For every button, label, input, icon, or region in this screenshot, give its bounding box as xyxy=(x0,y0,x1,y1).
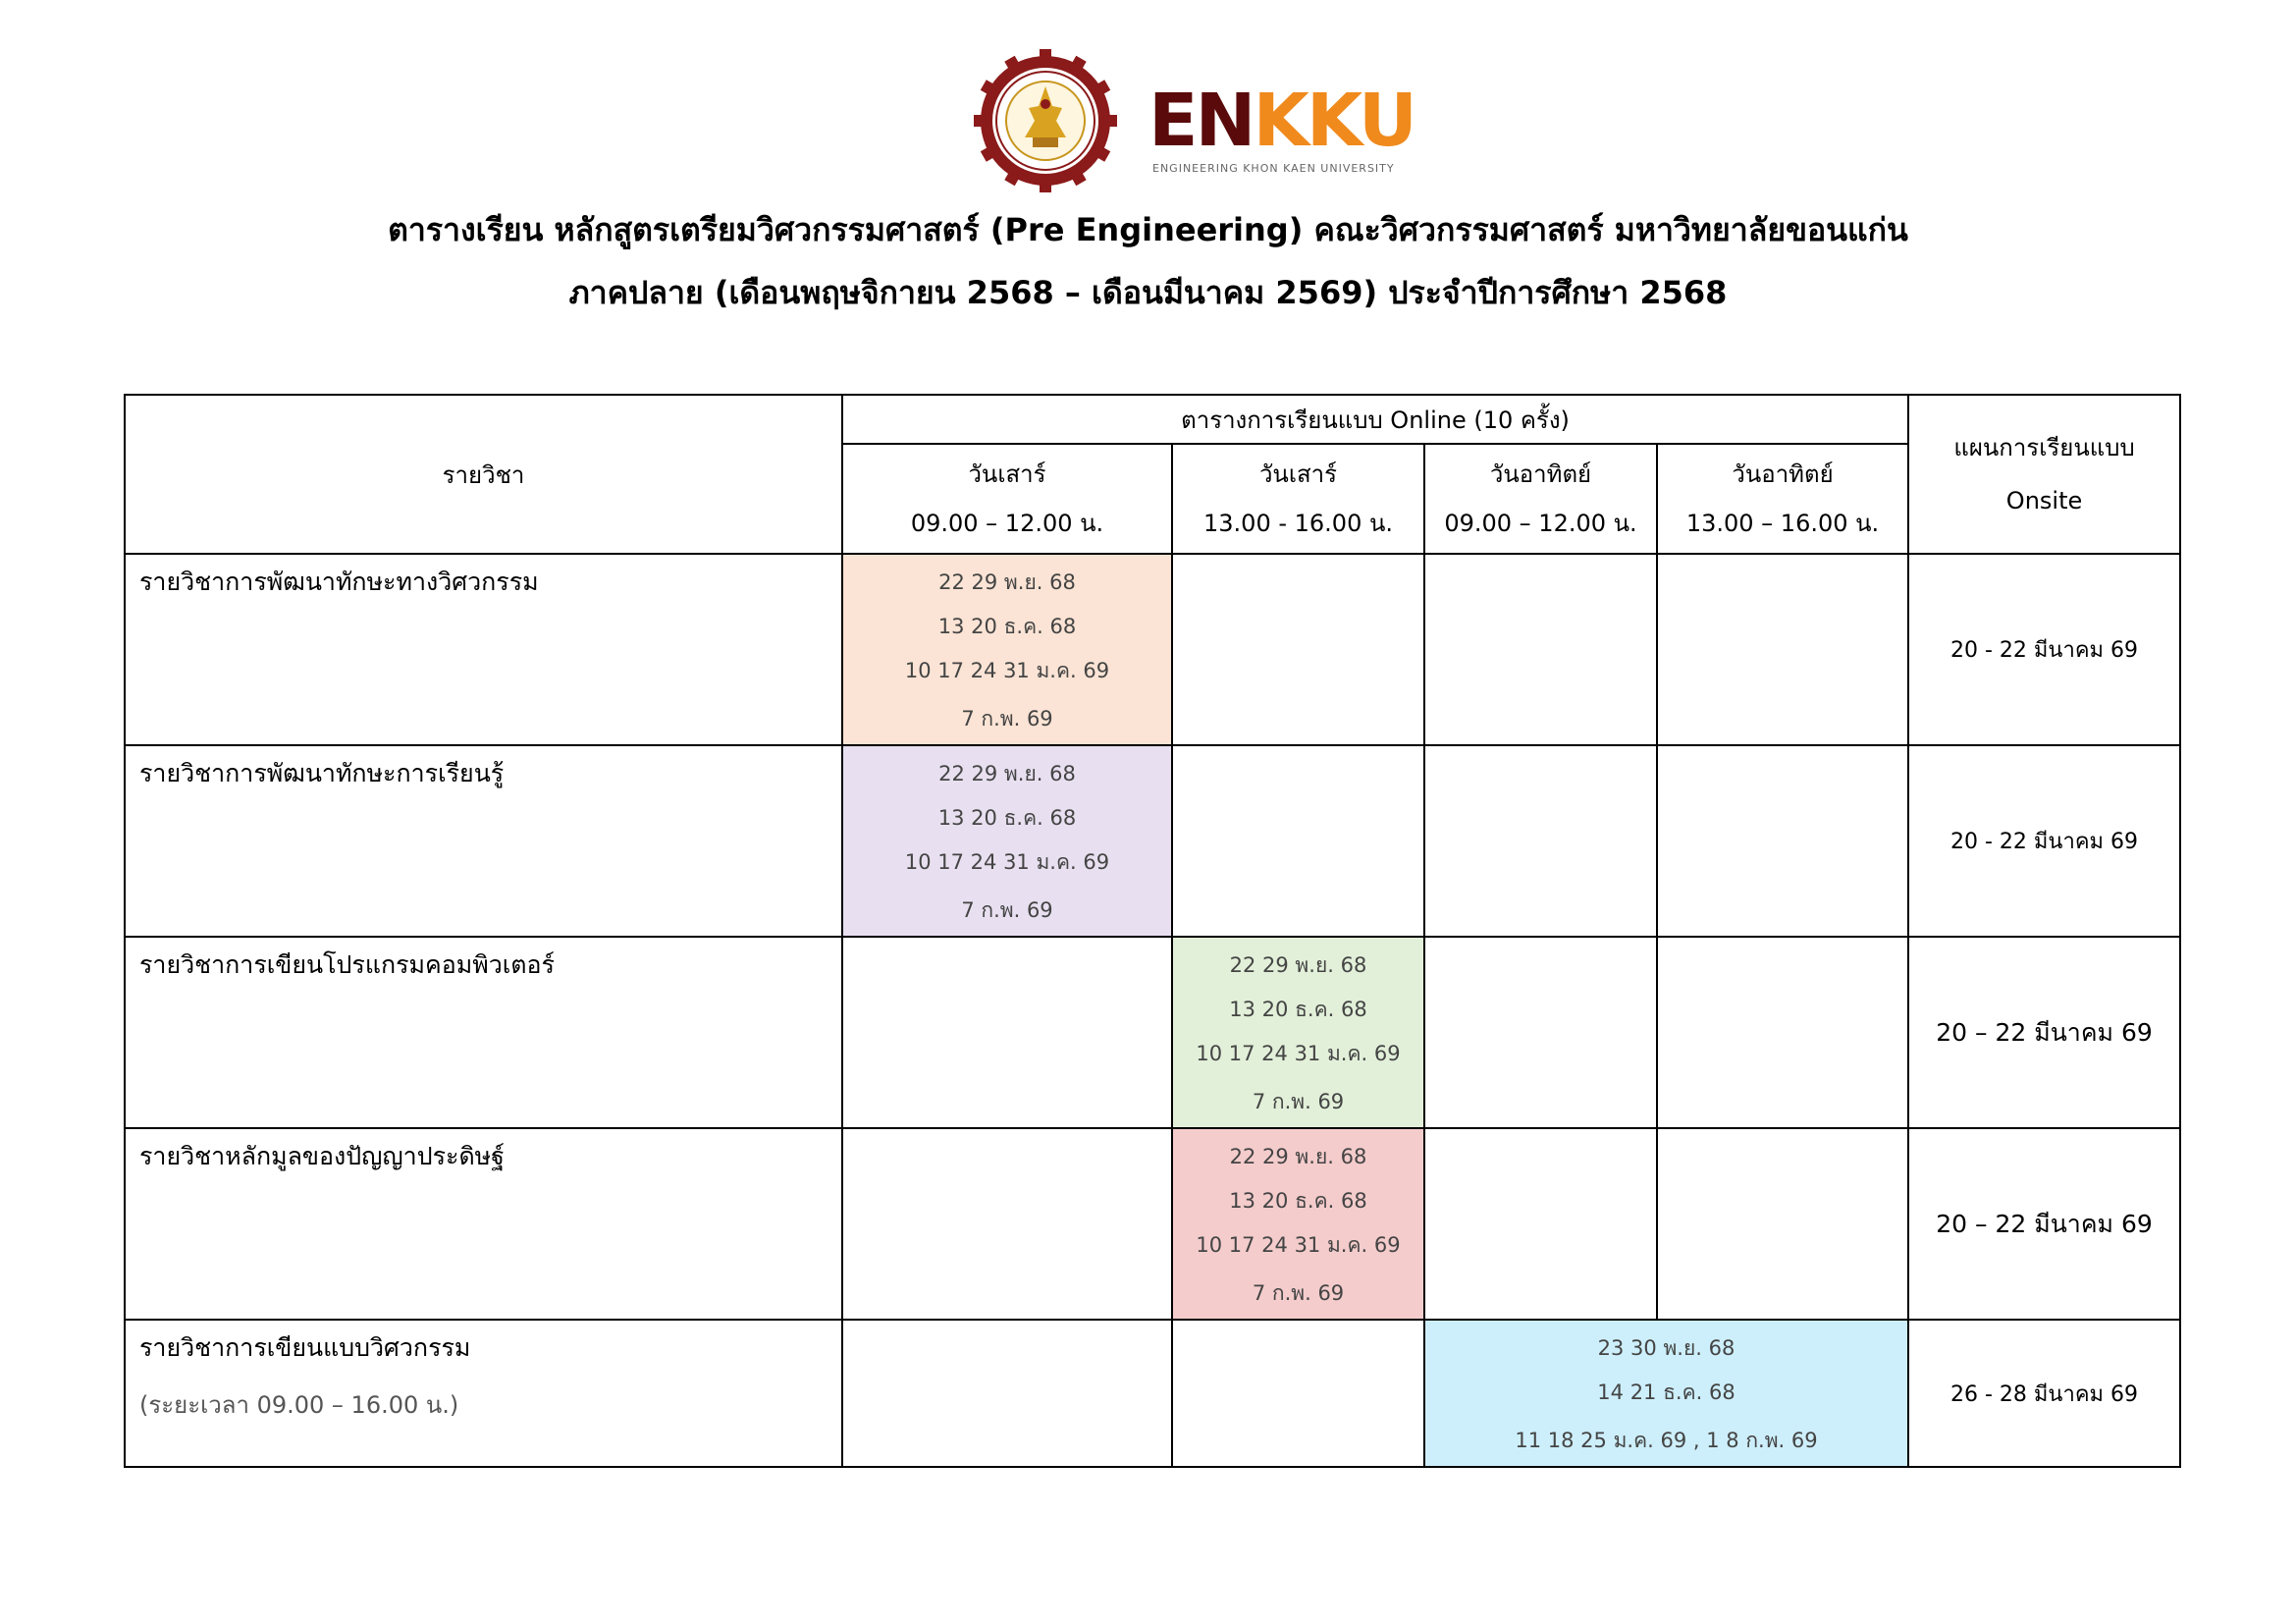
onsite-header-line2: Onsite xyxy=(2005,487,2083,514)
subject-name xyxy=(125,1320,842,1467)
date-line: 13 20 ธ.ค. 68 xyxy=(937,806,1077,830)
subject-column-header: รายวิชา xyxy=(125,395,842,554)
column-day: วันอาทิตย์ xyxy=(1489,460,1592,488)
date-line: 11 18 25 ม.ค. 69 , 1 8 ก.พ. 69 xyxy=(1515,1429,1818,1452)
empty-cell xyxy=(1172,745,1424,937)
date-line: 10 17 24 31 ม.ค. 69 xyxy=(904,659,1110,682)
empty-cell xyxy=(1657,554,1908,745)
date-line: 10 17 24 31 ม.ค. 69 xyxy=(1196,1233,1401,1257)
empty-cell xyxy=(1424,1128,1657,1320)
date-cell xyxy=(842,745,1172,937)
date-line: 7 ก.พ. 69 xyxy=(961,898,1053,922)
column-header-sun-afternoon xyxy=(1657,444,1908,554)
subject-note: (ระยะเวลา 09.00 – 16.00 น.) xyxy=(139,1391,459,1419)
empty-cell xyxy=(1657,745,1908,937)
onsite-dates: 20 - 22 มีนาคม 69 xyxy=(1908,745,2180,937)
table-row xyxy=(125,1128,2180,1320)
date-line: 7 ก.พ. 69 xyxy=(1252,1090,1345,1113)
subject-name: รายวิชาการพัฒนาทักษะการเรียนรู้ xyxy=(125,745,842,937)
onsite-dates: 20 - 22 มีนาคม 69 xyxy=(1908,554,2180,745)
subject-name: รายวิชาการพัฒนาทักษะทางวิศวกรรม xyxy=(125,554,842,745)
date-cell xyxy=(1424,1320,1908,1467)
date-line: 10 17 24 31 ม.ค. 69 xyxy=(904,850,1110,874)
column-day: วันอาทิตย์ xyxy=(1732,460,1834,488)
table-row xyxy=(125,745,2180,937)
date-line: 7 ก.พ. 69 xyxy=(1252,1281,1345,1305)
logo-area xyxy=(0,47,2296,204)
enkku-logo-text: ENKKU xyxy=(1148,79,1415,163)
date-line: 13 20 ธ.ค. 68 xyxy=(937,615,1077,638)
table-row xyxy=(125,554,2180,745)
column-day: วันเสาร์ xyxy=(968,460,1046,488)
onsite-dates: 26 - 28 มีนาคม 69 xyxy=(1908,1320,2180,1467)
date-cell xyxy=(1172,937,1424,1128)
enkku-logo xyxy=(1148,79,1415,175)
table-row xyxy=(125,1320,2180,1467)
empty-cell xyxy=(1424,554,1657,745)
onsite-dates: 20 – 22 มีนาคม 69 xyxy=(1908,1128,2180,1320)
date-line: 22 29 พ.ย. 68 xyxy=(938,570,1076,594)
column-header-sun-morning xyxy=(1424,444,1657,554)
onsite-header-line1: แผนการเรียนแบบ xyxy=(1953,434,2135,461)
column-header-sat-afternoon xyxy=(1172,444,1424,554)
column-day: วันเสาร์ xyxy=(1258,460,1338,488)
empty-cell xyxy=(1172,1320,1424,1467)
column-time: 09.00 – 12.00 น. xyxy=(910,510,1104,537)
date-line: 7 ก.พ. 69 xyxy=(961,707,1053,731)
online-schedule-header: ตารางการเรียนแบบ Online (10 ครั้ง) xyxy=(842,395,1908,444)
enkku-logo-subtext: ENGINEERING KHON KAEN UNIVERSITY xyxy=(1152,162,1395,175)
empty-cell xyxy=(842,937,1172,1128)
page-title-line1: ตารางเรียน หลักสูตรเตรียมวิศวกรรมศาสตร์ (Pre Engineering) คณะวิศวกรรมศาสตร์ มหาวิทยาลัยขอนแก่น xyxy=(388,211,1908,248)
subject-name: รายวิชาหลักมูลของปัญญาประดิษฐ์ xyxy=(125,1128,842,1320)
column-header-sat-morning xyxy=(842,444,1172,554)
date-line: 10 17 24 31 ม.ค. 69 xyxy=(1196,1042,1401,1065)
empty-cell xyxy=(1657,937,1908,1128)
date-line: 22 29 พ.ย. 68 xyxy=(1229,1145,1367,1168)
university-seal-logo xyxy=(972,47,1119,194)
empty-cell xyxy=(1657,1128,1908,1320)
date-cell xyxy=(842,554,1172,745)
empty-cell xyxy=(842,1320,1172,1467)
date-line: 22 29 พ.ย. 68 xyxy=(1229,953,1367,977)
column-time: 09.00 – 12.00 น. xyxy=(1444,510,1637,537)
onsite-column-header xyxy=(1908,395,2180,554)
column-time: 13.00 - 16.00 น. xyxy=(1203,510,1393,537)
schedule-table xyxy=(124,394,2181,1468)
onsite-dates: 20 – 22 มีนาคม 69 xyxy=(1908,937,2180,1128)
subject-name: รายวิชาการเขียนโปรแกรมคอมพิวเตอร์ xyxy=(125,937,842,1128)
empty-cell xyxy=(1424,937,1657,1128)
date-line: 22 29 พ.ย. 68 xyxy=(938,762,1076,785)
page-title-line2: ภาคปลาย (เดือนพฤษจิกายน 2568 – เดือนมีนาคม 2569) ประจำปีการศึกษา 2568 xyxy=(568,274,1728,311)
column-time: 13.00 – 16.00 น. xyxy=(1685,510,1880,537)
table-row xyxy=(125,937,2180,1128)
empty-cell xyxy=(1172,554,1424,745)
date-cell xyxy=(1172,1128,1424,1320)
date-line: 13 20 ธ.ค. 68 xyxy=(1229,998,1367,1021)
date-line: 14 21 ธ.ค. 68 xyxy=(1597,1380,1735,1404)
date-line: 13 20 ธ.ค. 68 xyxy=(1229,1189,1367,1213)
subject-title: รายวิชาการเขียนแบบวิศวกรรม xyxy=(139,1333,471,1362)
empty-cell xyxy=(842,1128,1172,1320)
date-line: 23 30 พ.ย. 68 xyxy=(1597,1336,1735,1360)
empty-cell xyxy=(1424,745,1657,937)
